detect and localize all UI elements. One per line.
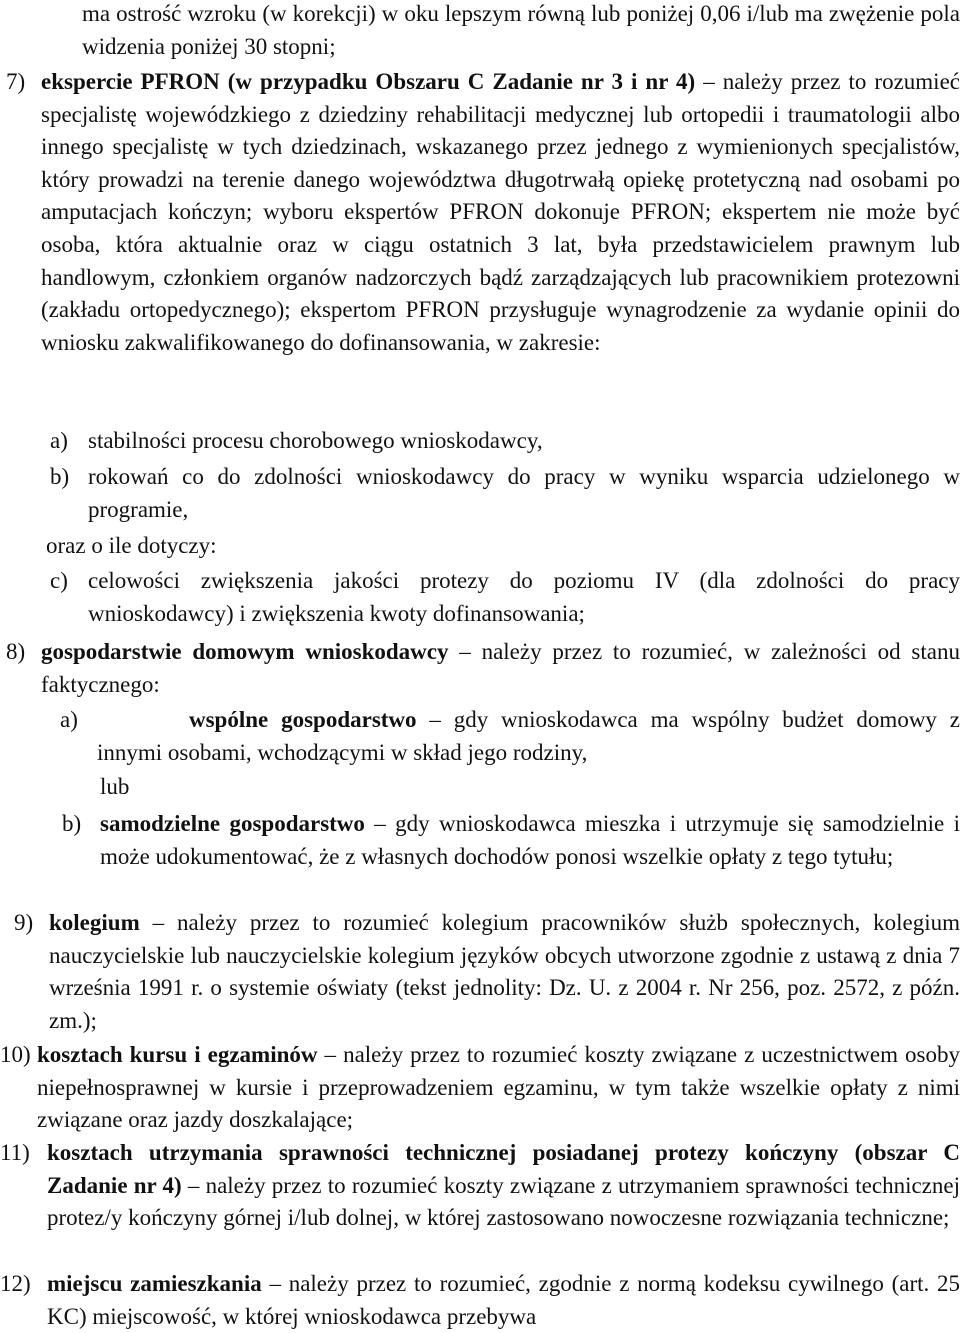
item-8-number: 8) (6, 639, 26, 664)
item-8-definition (41, 636, 960, 701)
item-12-term: miejscu zamieszkania (47, 1271, 262, 1296)
item-8-b-text: – gdy wnioskodawca mieszka i utrzymuje się samodzielnie i może udokumentować, że z własnych dochodów ponosi wszelkie opłaty z tego tytułu; (100, 811, 960, 869)
item-7-subitem-b (50, 461, 960, 526)
item-11-definition (47, 1137, 960, 1235)
item-9-number: 9) (14, 910, 34, 935)
item-8-a-term: wspólne gospodarstwo (189, 707, 417, 732)
item-12-text: – należy przez to rozumieć, zgodnie z normą kodeksu cywilnego (art. 25 KC) miejscowość, w której wnioskodawca przebywa (47, 1271, 960, 1329)
item-8-a-text: – gdy wnioskodawca ma wspólny budżet domowy z innymi osobami, wchodzącymi w skład jego rodziny, (97, 707, 960, 765)
item-8-term: gospodarstwie domowym wnioskodawcy (41, 639, 449, 664)
item-10-term: kosztach kursu i egzaminów (37, 1042, 318, 1067)
item-7-subitem-c (50, 565, 960, 630)
item-8-a-label: a) (60, 707, 78, 732)
item-8-b-term: samodzielne gospodarstwo (100, 811, 365, 836)
item-9-term: kolegium (49, 910, 140, 935)
item-12-definition (47, 1268, 960, 1333)
item-10-definition (37, 1039, 960, 1137)
item-9-definition (49, 907, 960, 1037)
item-7-number: 7) (6, 69, 26, 94)
item-7-subitem-a (50, 425, 960, 458)
item-7-a-text: stabilności procesu chorobowego wnioskodawcy, (88, 428, 543, 453)
item-10-text: – należy przez to rozumieć koszty związane z uczestnictwem osoby niepełnosprawnej w kursie i przeprowadzeniem egzaminu, w tym także wszelkie opłaty z nimi związane oraz jazdy doszkalające; (37, 1042, 960, 1133)
item-8-subitem-a (60, 704, 960, 769)
item-7-oraz-line: oraz o ile dotyczy: (46, 533, 217, 558)
item-7-definition (41, 66, 960, 359)
item-12-number: 12) (0, 1271, 31, 1296)
item-8-text: – należy przez to rozumieć, w zależności od stanu faktycznego: (41, 639, 960, 697)
item-7-a-label: a) (50, 428, 68, 453)
item-11-text: – należy przez to rozumieć koszty związane z utrzymaniem sprawności technicznej protez/y kończyny górnej i/lub dolnej, w której zastosowano nowoczesne rozwiązania techniczne; (47, 1172, 960, 1231)
item-8-subitem-b (62, 808, 960, 873)
item-7-c-text: celowości zwiększenia jakości protezy do poziomu IV (dla zdolności do pracy wnioskodawcy) i zwiększenia kwoty dofinansowania; (88, 568, 960, 626)
item-11-term: kosztach utrzymania sprawności technicznej posiadanej protezy kończyny (obszar C Zadanie nr 4) (47, 1140, 960, 1198)
intro-paragraph: ma ostrość wzroku (w korekcji) w oku lepszym równą lub poniżej 0,06 i/lub ma zwężenie pola widzenia poniżej 30 stopni; (82, 1, 960, 59)
item-11-number: 11) (0, 1140, 30, 1165)
item-7-b-text: rokowań co do zdolności wnioskodawcy do pracy w wyniku wsparcia udzielonego w programie, (88, 464, 960, 522)
item-10-number: 10) (0, 1042, 31, 1067)
item-8-b-label: b) (62, 811, 82, 836)
item-7-term: ekspercie PFRON (w przypadku Obszaru C Zadanie nr 3 i nr 4) (41, 69, 696, 94)
item-7-text: – należy przez to rozumieć specjalistę wojewódzkiego z dziedziny rehabilitacji medycznej lub ortopedii i traumatologii albo innego specjalistę w tych dziedzinach, wskazanego przez jednego z wymienionych specjalistów, który prowadzi na terenie danego województwa długotrwałą opiekę protetyczną nad osobami po amputacjach kończyn; wyboru ekspertów PFRON dokonuje PFRON; ekspertem nie może być osoba, która aktualnie oraz w ciągu ostatnich 3 lat, była przedstawicielem prawnym lub handlowym, członkiem organów nadzorczych bądź zarządzających lub pracownikiem protezowni (zakładu ortopedycznego); ekspertom PFRON przysługuje wynagrodzenie za wydanie opinii do wniosku zakwalifikowanego do dofinansowania, w zakresie: (41, 69, 960, 355)
item-7-c-label: c) (50, 568, 68, 593)
item-9-text: – należy przez to rozumieć kolegium pracowników służb społecznych, kolegium nauczycielskie lub nauczycielskie kolegium języków obcych utworzone zgodnie z ustawą z dnia 7 września 1991 r. o systemie oświaty (tekst jednolity: Dz. U. z 2004 r. Nr 256, poz. 2572, z późn. zm.); (49, 910, 960, 1033)
item-8-lub: lub (100, 774, 130, 799)
item-7-b-label: b) (50, 464, 70, 489)
